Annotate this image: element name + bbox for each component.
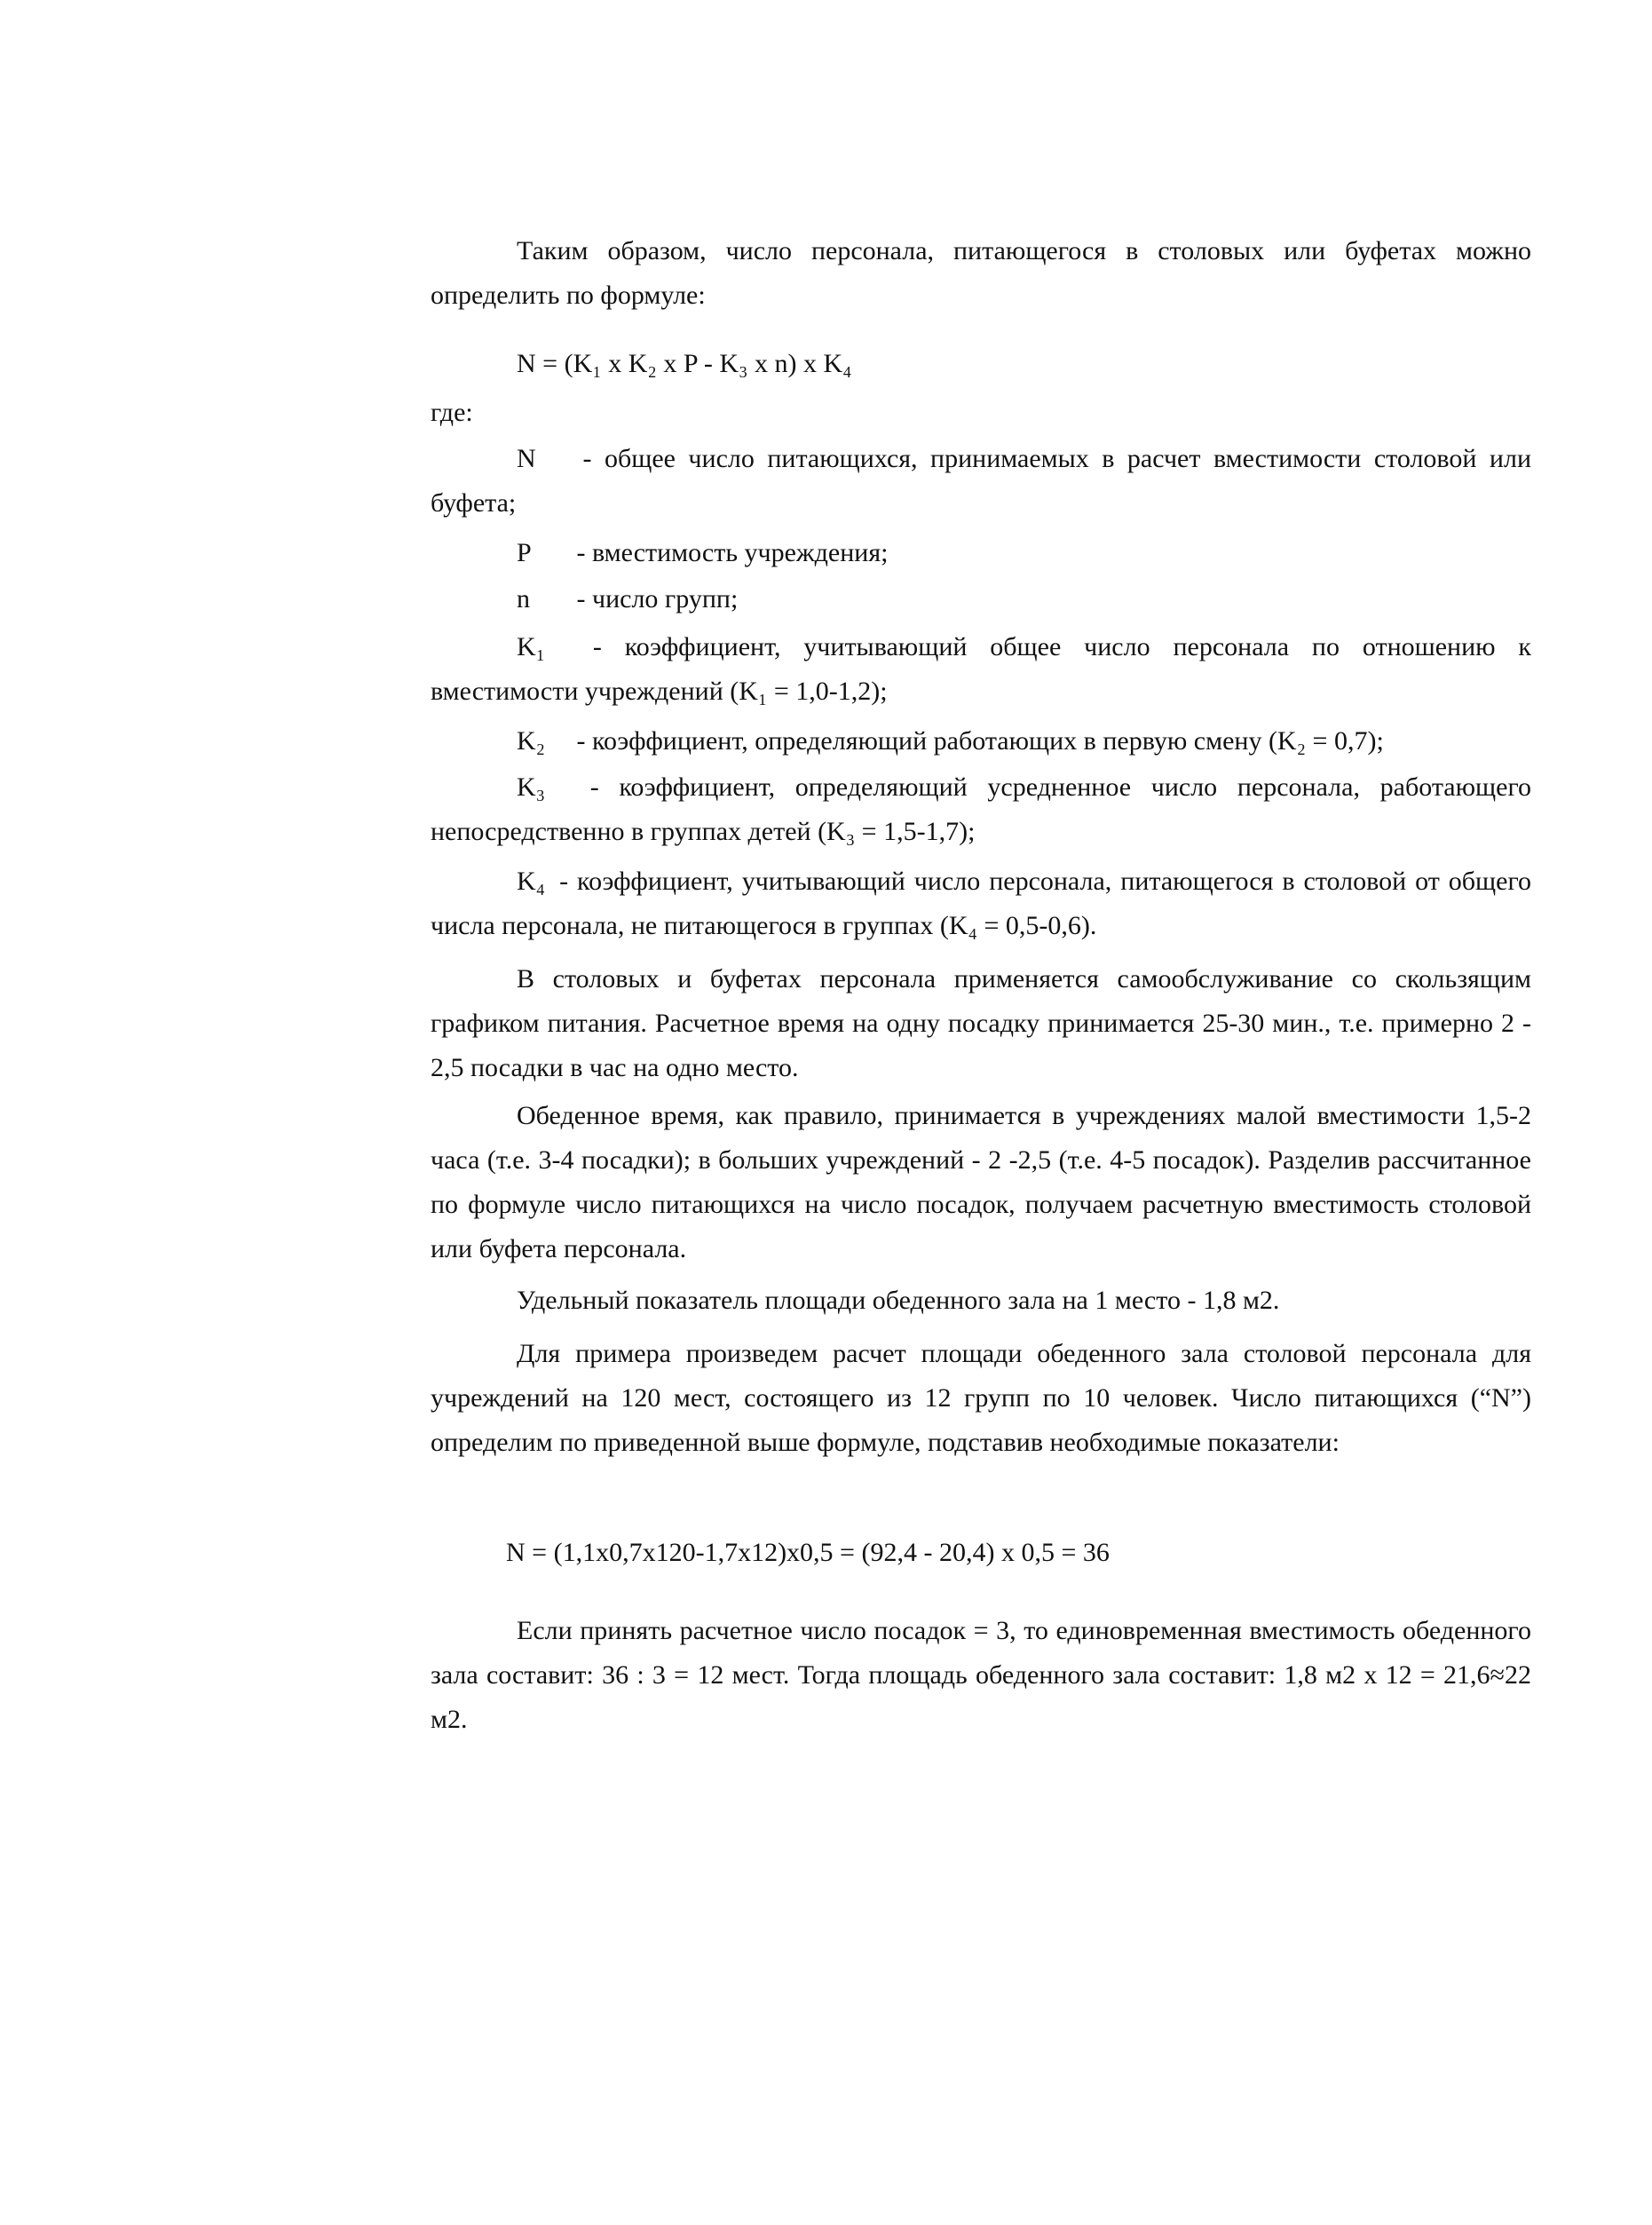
definition-text: - число групп; [576, 584, 739, 614]
paragraph-area-per-seat: Удельный показатель площади обеденного зала на 1 место - 1,8 м2. [517, 1286, 1280, 1315]
definition-symbol: P [517, 538, 532, 567]
definition-text: - общее число питающихся, принимаемых в расчет вместимости столовой или буфета; [431, 444, 1532, 518]
definition-text: - коэффициент, учитывающий общее число персонала по отношению к вместимости учреждений (K₁ = 1,0-1,2); [431, 632, 1532, 706]
paragraph-lunch-time: Обеденное время, как правило, принимается в учреждениях малой вместимости 1,5-2 часа (т.е. 3-4 посадки); в больших учреждений - 2 -2,5 (т.е. 4-5 посадок). Разделив рассчитанное по формуле число питающихся на число посадок, получаем расчетную вместимость столовой или буфета персонала. [431, 1101, 1531, 1263]
definition-K2 [431, 719, 1531, 764]
where-label: где: [431, 398, 473, 427]
definition-symbol: N [517, 444, 536, 473]
definition-text: - вместимость учреждения; [576, 538, 889, 567]
definition-N [431, 437, 1531, 526]
example-formula: N = (1,1x0,7x120-1,7x12)x0,5 = (92,4 - 20,4) x 0,5 = 36 [506, 1538, 1110, 1567]
definition-text: - коэффициент, учитывающий число персонала, питающегося в столовой от общего числа персонала, не питающегося в группах (K₄ = 0,5-0,6). [431, 867, 1532, 940]
definition-symbol: n [517, 584, 530, 614]
conclusion-paragraph: Если принять расчетное число посадок = 3, то единовременная вместимость обеденного зала составит: 36 : 3 = 12 мест. Тогда площадь обеденного зала составит: 1,8 м2 x 12 = 21,6≈22 м2. [431, 1616, 1531, 1734]
main-formula: N = (K₁ x K₂ x P - K₃ x n) x K₄ [517, 349, 852, 378]
paragraph-self-service: В столовых и буфетах персонала применяется самообслуживание со скользящим графиком питания. Расчетное время на одну посадку принимается 25-30 мин., т.е. примерно 2 - 2,5 посадки в час на одно место. [431, 964, 1531, 1082]
intro-paragraph: Таким образом, число персонала, питающегося в столовых или буфетах можно определить по формуле: [431, 236, 1531, 310]
definition-symbol: K₂ [517, 726, 546, 756]
definition-symbol: K₃ [517, 772, 546, 802]
definition-K4 [431, 859, 1531, 948]
definition-text: - коэффициент, определяющий усредненное число персонала, работающего непосредственно в группах детей (K₃ = 1,5-1,7); [431, 772, 1531, 846]
paragraph-example: Для примера произведем расчет площади обеденного зала столовой персонала для учреждений на 120 мест, состоящего из 12 групп по 10 человек. Число питающихся (“N”) определим по приведенной выше формуле, подставив необходимые показатели: [431, 1339, 1531, 1457]
definition-P [431, 531, 1531, 575]
definition-K3 [431, 765, 1531, 854]
definition-symbol: K₁ [517, 632, 546, 661]
definition-symbol: K₄ [517, 867, 546, 896]
definition-K1 [431, 625, 1531, 714]
definition-text: - коэффициент, определяющий работающих в первую смену (K₂ = 0,7); [576, 726, 1384, 756]
definition-n [431, 577, 1531, 622]
